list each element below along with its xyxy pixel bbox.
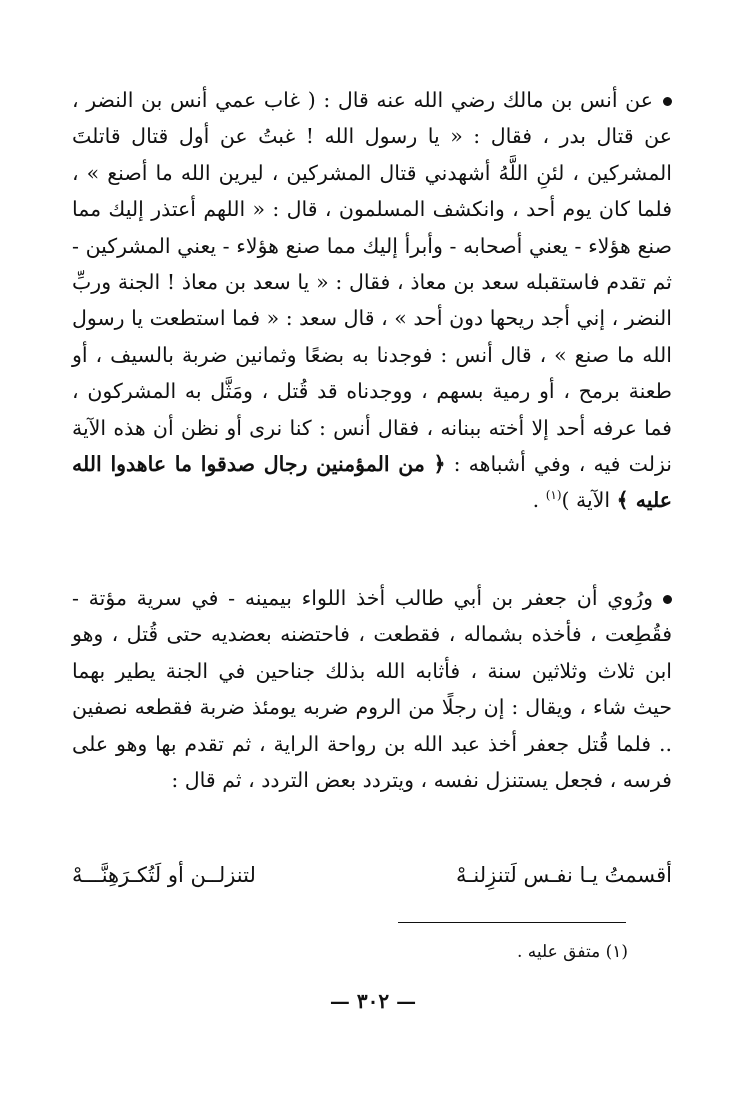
footnote-reference[interactable]: (١): [545, 488, 562, 503]
footnote: (١) متفق عليه .: [516, 942, 628, 962]
footnote-divider: [398, 922, 626, 923]
paragraph-anas-ibn-nadr: [72, 82, 672, 519]
verse-second-hemistich: لتنزلــن أو لَتُكـرَهِنَّـــهْ: [72, 863, 256, 887]
paragraph-2-text: ورُوي أن جعفر بن أبي طالب أخذ اللواء بيمينه - في سرية مؤتة - فقُطِعت ، فأخذه بشماله ، فقطعت ، فاحتضنه بعضديه حتى قُتل ، وهو ابن ثلاث وثلاثين سنة ، فأثابه الله بذلك جناحين في الجنة يطير بهما حيث شاء ، ويقال : إن رجلًا من الروم ضربه يومئذ ضربة فقطعه نصفين .. فلما قُتل جعفر أخذ عبد الله بن رواحة الراية ، ثم تقدم بها وهو على فرسه ، فجعل يستنزل نفسه ، ويتردد بعض التردد ، ثم قال :: [72, 586, 672, 793]
paragraph-1-text: عن أنس بن مالك رضي الله عنه قال : ( غاب عمي أنس بن النضر ، عن قتال بدر ، فقال : « يا رسول الله ! غبتُ عن أول قتال قاتلتَ المشركين ، لئنِ اللَّهُ أشهدني قتال المشركين ، ليرين الله ما أصنع » ، فلما كان يوم أحد ، وانكشف المسلمون ، قال : « اللهم أعتذر إليك مما صنع هؤلاء - يعني أصحابه - وأبرأ إليك مما صنع هؤلاء - يعني المشركين - ثم تقدم فاستقبله سعد بن معاذ ، فقال : « يا سعد بن معاذ ! الجنة وربِّ النضر ، إني أجد ريحها دون أحد » ، قال سعد : « فما استطعت يا رسول الله ما صنع » ، قال أنس : فوجدنا به بضعًا وثمانين ضربة بالسيف ، أو طعنة برمح ، أو رمية بسهم ، ووجدناه قد قُتل ، ومَثَّل به المشركون ، فما عرفه أحد إلا أخته ببنانه ، فقال أنس : كنا نرى أو نظن أن هذه الآية نزلت فيه ، وفي أشباهه :: [72, 88, 672, 477]
quran-quote: ﴿ من المؤمنين رجال صدقوا ما عاهدوا الله عليه ﴾: [72, 452, 672, 513]
paragraph-jafar-ibn-abi-talib: [72, 580, 672, 798]
verse-first-hemistich: أقسمتُ يـا نفـس لَتنزِلنـهْ: [456, 863, 672, 887]
page-number: — ٣٠٢ —: [329, 989, 417, 1013]
bullet-icon: [663, 97, 672, 106]
bullet-icon: [663, 595, 672, 604]
poetry-verse: [72, 858, 672, 892]
paragraph-1-tail: الآية ): [561, 488, 617, 513]
paragraph-1-end: .: [532, 488, 546, 513]
